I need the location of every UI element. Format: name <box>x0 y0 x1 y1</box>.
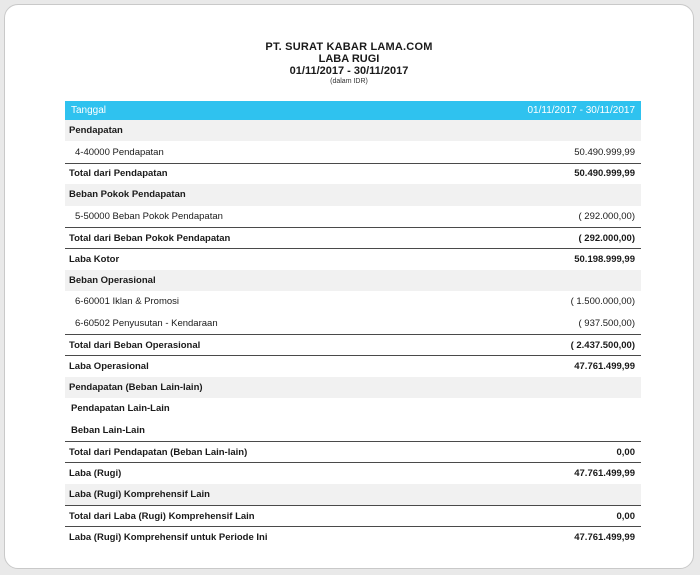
row-label: 4-40000 Pendapatan <box>75 146 164 158</box>
table-row <box>65 334 641 355</box>
table-row <box>65 441 641 462</box>
row-label: Pendapatan Lain-Lain <box>71 403 170 415</box>
currency-note: (dalam IDR) <box>330 78 368 85</box>
row-label: Laba Kotor <box>69 254 120 266</box>
row-amount: 47.761.499,99 <box>574 467 635 479</box>
table-row <box>65 291 641 312</box>
row-label: 6-60502 Penyusutan - Kendaraan <box>75 317 218 329</box>
table-row <box>65 206 641 227</box>
row-amount: 50.490.999,99 <box>574 168 635 180</box>
row-label: 6-60001 Iklan & Promosi <box>75 296 180 308</box>
row-label: Total dari Laba (Rugi) Komprehensif Lain <box>69 510 255 522</box>
row-label: Total dari Pendapatan (Beban Lain-lain) <box>69 446 248 458</box>
row-amount: 0,00 <box>616 510 635 522</box>
row-label: Laba (Rugi) Komprehensif untuk Periode Ini <box>69 532 268 544</box>
table-row <box>65 398 641 419</box>
row-amount: ( 292.000,00) <box>578 210 635 222</box>
row-amount: 47.761.499,99 <box>574 360 635 372</box>
row-amount: 50.490.999,99 <box>574 146 635 158</box>
table-row <box>65 313 641 334</box>
row-amount: 47.761.499,99 <box>574 532 635 544</box>
row-amount: 50.198.999,99 <box>574 254 635 266</box>
table-row <box>65 120 641 141</box>
row-label: Laba (Rugi) <box>69 467 122 479</box>
table-row <box>65 270 641 291</box>
row-label: Beban Lain-Lain <box>71 424 145 436</box>
row-label: Pendapatan (Beban Lain-lain) <box>69 381 203 393</box>
row-amount: 0,00 <box>616 446 635 458</box>
table-header <box>65 101 641 120</box>
table-row <box>65 184 641 205</box>
row-label: Pendapatan <box>69 125 123 137</box>
table-row <box>65 355 641 376</box>
header-date-label: Tanggal <box>71 105 107 116</box>
row-label: Laba Operasional <box>69 360 149 372</box>
company-name: PT. SURAT KABAR LAMA.COM <box>265 41 433 53</box>
row-label: Beban Operasional <box>69 274 156 286</box>
table-row <box>65 484 641 505</box>
row-label: Total dari Beban Pokok Pendapatan <box>69 232 231 244</box>
report-page <box>4 4 694 569</box>
row-amount: ( 2.437.500,00) <box>570 339 635 351</box>
report-period: 01/11/2017 - 30/11/2017 <box>289 65 409 77</box>
table-row <box>65 505 641 526</box>
row-amount: ( 292.000,00) <box>578 232 635 244</box>
row-label: Total dari Pendapatan <box>69 168 168 180</box>
header-period: 01/11/2017 - 30/11/2017 <box>527 105 635 116</box>
table-row <box>65 419 641 440</box>
report-header <box>5 41 693 86</box>
row-amount: ( 937.500,00) <box>578 317 635 329</box>
row-label: Laba (Rugi) Komprehensif Lain <box>69 488 210 500</box>
table-row <box>65 462 641 483</box>
income-statement-table <box>65 101 641 548</box>
report-title: LABA RUGI <box>318 53 380 65</box>
table-row <box>65 227 641 248</box>
row-label: Beban Pokok Pendapatan <box>69 189 186 201</box>
table-row <box>65 141 641 162</box>
table-row <box>65 248 641 269</box>
table-row <box>65 163 641 184</box>
table-row <box>65 526 641 547</box>
row-amount: ( 1.500.000,00) <box>570 296 635 308</box>
row-label: 5-50000 Beban Pokok Pendapatan <box>75 210 223 222</box>
table-row <box>65 377 641 398</box>
row-label: Total dari Beban Operasional <box>69 339 201 351</box>
